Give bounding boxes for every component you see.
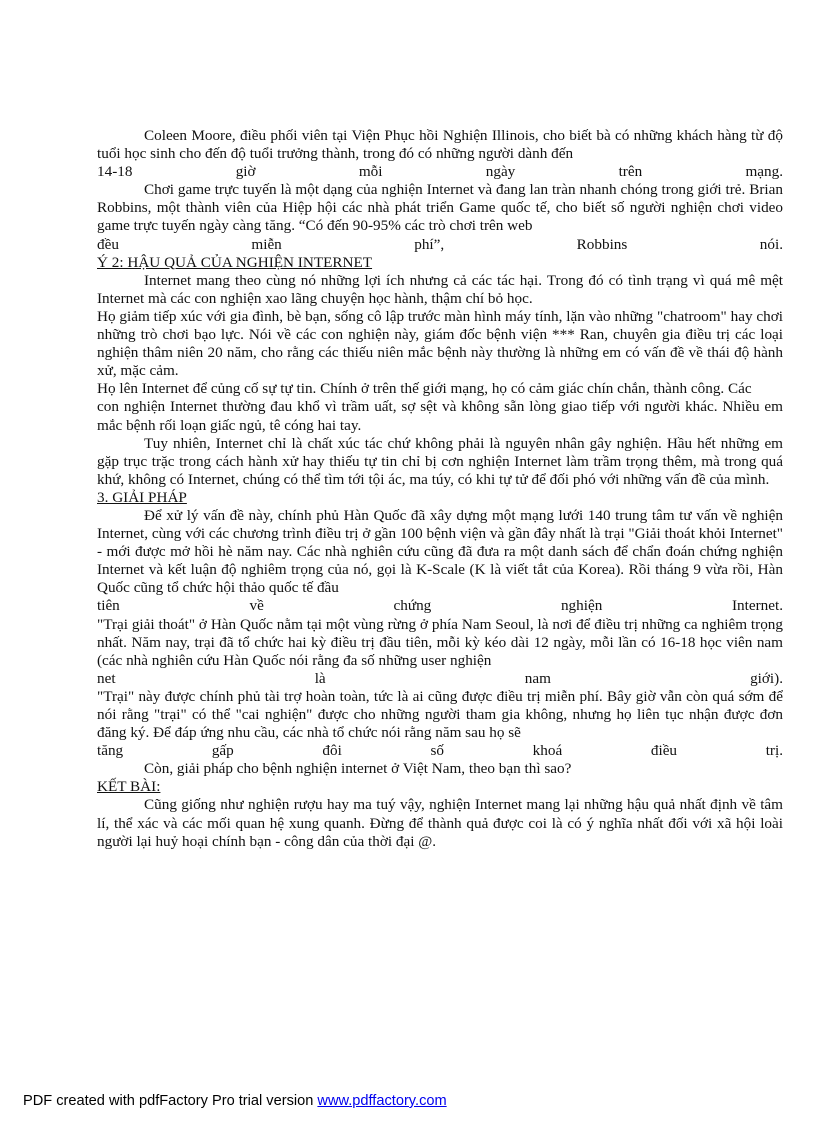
paragraph-korea-network-end: tiên về chứng nghiện Internet.: [97, 597, 783, 615]
paragraph-intro: Coleen Moore, điều phối viên tại Viện Phục hồi Nghiện Illinois, cho biết bà có những khách hàng từ độ tuổi học sinh cho đến độ tuổi trưởng thành, trong đó có những người dành đến: [97, 127, 783, 163]
paragraph-korea-network: Để xử lý vấn đề này, chính phủ Hàn Quốc đã xây dựng một mạng lưới 140 trung tâm tư vấn về nghiện Internet, cùng với các chương trình điều trị ở gần 100 bệnh viện và gần đây nhất là trại "Giải thoát khỏi Internet" - mới được mở hồi hè năm nay. Các nhà nghiên cứu cũng đã đưa ra một danh sách để chẩn đoán chứng nghiện Internet và kết luận độ nghiêm trọng của nó, gọi là K-Scale (K là viết tắt của Korea). Rồi tháng 9 vừa rồi, Hàn Quốc cũng tổ chức hội thảo quốc tế đầu: [97, 506, 783, 597]
paragraph-confidence: Họ lên Internet để củng cố sự tự tin. Chính ở trên thế giới mạng, họ có cảm giác chín chắn, thành công. Các: [97, 380, 752, 398]
paragraph-catalyst: Tuy nhiên, Internet chỉ là chất xúc tác chứ không phải là nguyên nhân gây nghiện. Hầu hết những em gặp trục trặc trong cách hành xử hay thiếu tự tin chỉ bị cơn nghiện Internet làm trầm trọng thêm, mà trong quá khứ, không có Internet, chúng có thể tìm tới tội ác, ma túy, có khi tự tử để đối phó với những vấn đề của mình.: [97, 434, 783, 488]
paragraph-camp-end: net là nam giới).: [97, 669, 783, 687]
section-heading-solutions: 3. GIẢI PHÁP: [97, 488, 187, 506]
paragraph-funding-end: tăng gấp đôi số khoá điều trị.: [97, 742, 783, 760]
footer-link[interactable]: www.pdffactory.com: [317, 1093, 447, 1109]
footer-text: PDF created with pdfFactory Pro trial version: [23, 1093, 314, 1109]
paragraph-isolation: Họ giảm tiếp xúc với gia đình, bè bạn, sống cô lập trước màn hình máy tính, lặn vào những "chatroom" hay chơi những trò chơi bạo lực. Nói về các con nghiện này, giám đốc bệnh viện *** Ran, chuyên gia điều trị các loại nghiện thâm niên 20 năm, cho rằng các thiếu niên mắc bệnh này thường là những em có vấn đề về thái độ hành xử, mặc cảm.: [97, 307, 783, 380]
paragraph-online-games: Chơi game trực tuyến là một dạng của nghiện Internet và đang lan tràn nhanh chóng trong giới trẻ. Brian Robbins, một thành viên của Hiệp hội các nhà phát triển Game quốc tế, cho biết số người nghiện chơi video game trực tuyến ngày càng tăng. “Có đến 90-95% các trò chơi trên web: [97, 181, 783, 235]
paragraph-harms: Internet mang theo cùng nó những lợi ích nhưng cả các tác hại. Trong đó có tình trạng vì quá mê mệt Internet mà các con nghiện xao lãng chuyện học hành, thậm chí bỏ học.: [97, 271, 783, 307]
paragraph-camp: "Trại giải thoát" ở Hàn Quốc nằm tại một vùng rừng ở phía Nam Seoul, là nơi để điều trị những ca nghiêm trọng nhất. Năm nay, trại đã tổ chức hai kỳ điều trị đầu tiên, mỗi kỳ kéo dài 12 ngày, mỗi lần có 16-18 học viên nam (các nhà nghiên cứu Hàn Quốc nói rằng đa số những user nghiện: [97, 615, 783, 669]
paragraph-conclusion: Cũng giống như nghiện rượu hay ma tuý vậy, nghiện Internet mang lại những hậu quả nhất định về tâm lí, thể xác và các mối quan hệ xung quanh. Đừng để thành quả được coi là có ý nghĩa nhất đối với xã hội loài người lại huỷ hoại chính bạn - công dân của thời đại @.: [97, 796, 783, 850]
pdf-footer: [23, 1093, 447, 1109]
paragraph-online-games-end: đều miễn phí”, Robbins nói.: [97, 235, 783, 253]
paragraph-depression: con nghiện Internet thường đau khổ vì trầm uất, sợ sệt và không sẵn lòng giao tiếp với người khác. Nhiều em mắc bệnh rối loạn giấc ngủ, tê cóng hai tay.: [97, 398, 783, 434]
paragraph-vietnam-question: Còn, giải pháp cho bệnh nghiện internet ở Việt Nam, theo bạn thì sao?: [144, 760, 572, 778]
document-body: [97, 127, 783, 851]
section-heading-conclusion: KẾT BÀI:: [97, 778, 161, 796]
paragraph-funding: "Trại" này được chính phủ tài trợ hoàn toàn, tức là ai cũng được điều trị miễn phí. Bây giờ vẫn còn quá sớm để nói rằng "trại" có thể "cai nghiện" được cho những người tham gia không, nhưng họ liên tục nhận được đơn đăng ký. Để đáp ứng nhu cầu, các nhà tổ chức nói rằng năm sau họ sẽ: [97, 687, 783, 742]
section-heading-consequences: Ý 2: HẬU QUẢ CỦA NGHIỆN INTERNET: [97, 253, 373, 271]
paragraph-intro-end: 14-18 giờ mỗi ngày trên mạng.: [97, 163, 783, 181]
